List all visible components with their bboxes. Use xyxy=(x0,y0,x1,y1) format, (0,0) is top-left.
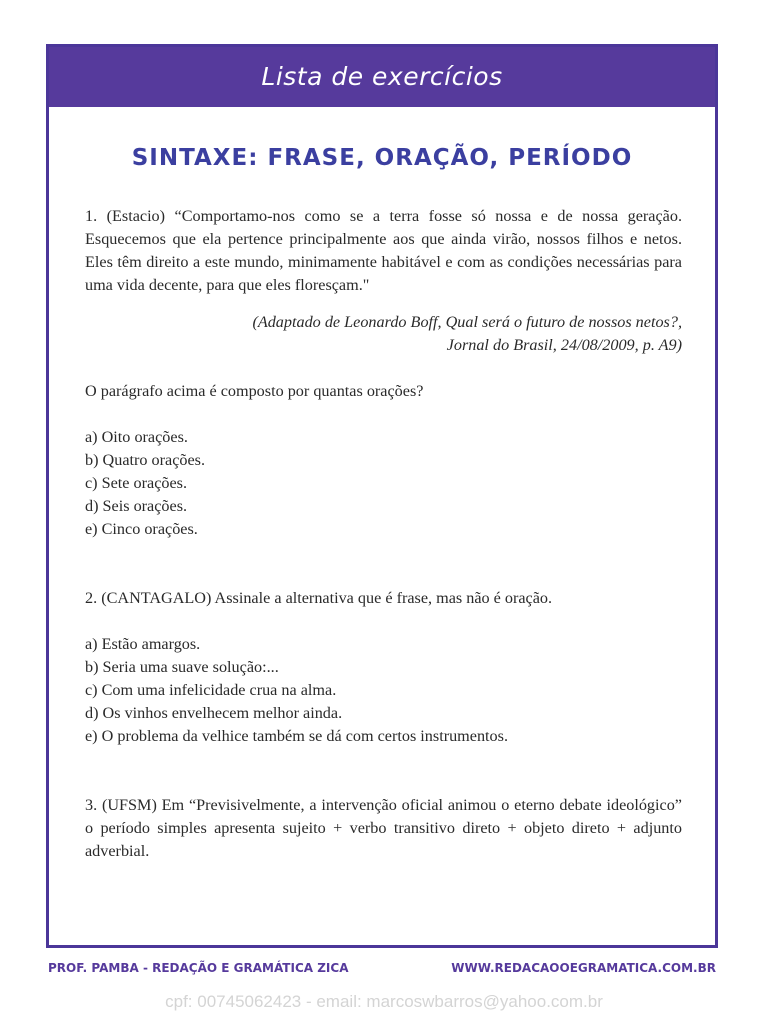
footer-author: PROF. PAMBA - REDAÇÃO E GRAMÁTICA ZICA xyxy=(48,961,349,975)
question-2-statement: 2. (CANTAGALO) Assinale a alternativa que é frase, mas não é oração. xyxy=(85,589,553,607)
question-1-option-c: c) Sete orações. xyxy=(85,474,188,492)
question-1-option-e: e) Cinco orações. xyxy=(85,520,198,538)
question-1-citation-line1: (Adaptado de Leonardo Boff, Qual será o futuro de nossos netos?, xyxy=(252,313,682,331)
question-1-prompt: O parágrafo acima é composto por quantas orações? xyxy=(85,382,424,400)
question-3-statement: 3. (UFSM) Em “Previsivelmente, a intervenção oficial animou o eterno debate ideológico” o período simples apresenta sujeito + verbo transitivo direto + objeto direto + adjunto adverbial. xyxy=(85,796,682,860)
question-1-citation-line2: Jornal do Brasil, 24/08/2009, p. A9) xyxy=(446,336,682,354)
question-1-option-d: d) Seis orações. xyxy=(85,497,188,515)
question-1-option-b: b) Quatro orações. xyxy=(85,451,206,469)
question-2-option-e: e) O problema da velhice também se dá com certos instrumentos. xyxy=(85,727,508,745)
exercise-sheet xyxy=(46,44,718,948)
question-1-statement: 1. (Estacio) “Comportamo-nos como se a terra fosse só nossa e de nossa geração. Esquecemos que ela pertence principalmente aos que ainda virão, nossos filhos e netos. Eles têm direito a este mundo, minimamente habitável e com as condições necessárias para uma vida decente, para que eles floresçam." xyxy=(85,207,682,294)
page-title: SINTAXE: FRASE, ORAÇÃO, PERÍODO xyxy=(131,145,633,171)
question-2-option-b: b) Seria uma suave solução:... xyxy=(85,658,279,676)
header-title: Lista de exercícios xyxy=(261,62,503,91)
question-1-option-a: a) Oito orações. xyxy=(85,428,188,446)
question-2-option-c: c) Com uma infelicidade crua na alma. xyxy=(85,681,337,699)
questions-content xyxy=(85,205,682,863)
question-2-option-a: a) Estão amargos. xyxy=(85,635,201,653)
sheet-header xyxy=(49,47,715,107)
watermark: cpf: 00745062423 - email: marcoswbarros@yahoo.com.br xyxy=(165,992,603,1011)
question-2-option-d: d) Os vinhos envelhecem melhor ainda. xyxy=(85,704,343,722)
footer-website-link[interactable]: WWW.REDACAOOEGRAMATICA.COM.BR xyxy=(451,961,716,975)
